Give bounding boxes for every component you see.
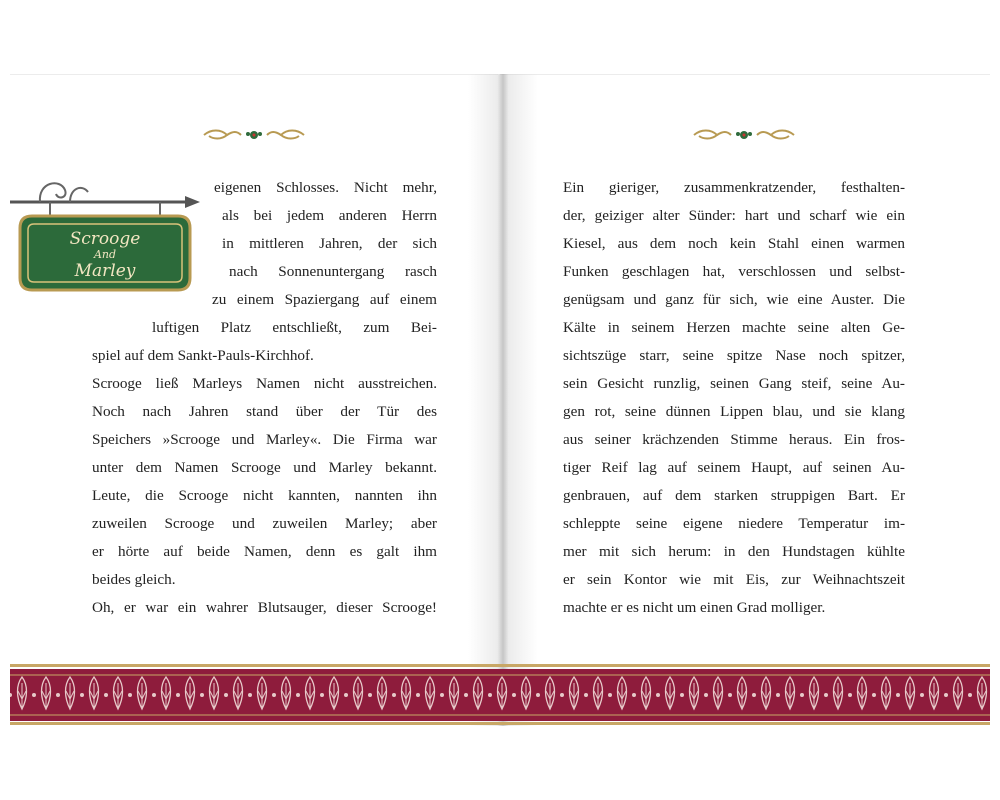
right-line: sichtszüge starr, seine spitze Nase noch spitzer, bbox=[563, 347, 905, 364]
scrooge-marley-sign-icon bbox=[10, 172, 200, 302]
left-line: Leute, die Scrooge nicht kannten, nannten ihn bbox=[92, 487, 437, 504]
sign-line1: Scrooge bbox=[69, 229, 141, 249]
border-gold-top bbox=[10, 664, 990, 667]
left-line: eigenen Schlosses. Nicht mehr, bbox=[214, 179, 437, 196]
border-gold-bottom bbox=[10, 722, 990, 725]
sign-line2: And bbox=[93, 248, 117, 261]
left-line: zu einem Spaziergang auf einem bbox=[212, 291, 437, 308]
right-line: aus seiner krächzenden Stimme heraus. Ein fros- bbox=[563, 431, 905, 448]
right-line: gen rot, seine dünnen Lippen blau, und sie klang bbox=[563, 403, 905, 420]
right-line: mer mit sich herum: in den Hundstagen kühlte bbox=[563, 543, 905, 560]
right-line: Kiesel, aus dem noch kein Stahl einen warmen bbox=[563, 235, 905, 252]
left-line: beides gleich. bbox=[92, 571, 176, 588]
right-line: schleppte seine eigene niedere Temperatur im- bbox=[563, 515, 905, 532]
right-line: Ein gieriger, zusammenkratzender, festhalten- bbox=[563, 179, 905, 196]
right-line: Funken geschlagen hat, verschlossen und selbst- bbox=[563, 263, 905, 280]
left-line: in mittleren Jahren, der sich bbox=[222, 235, 437, 252]
left-line: als bei jedem anderen Herrn bbox=[222, 207, 437, 224]
left-line: Speichers »Scrooge und Marley«. Die Firma war bbox=[92, 431, 437, 448]
right-line: Kälte in seinem Herzen machte seine alten Ge- bbox=[563, 319, 905, 336]
left-line: nach Sonnenuntergang rasch bbox=[229, 263, 437, 280]
left-line: Noch nach Jahren stand über der Tür des bbox=[92, 403, 437, 420]
sign-line3: Marley bbox=[74, 261, 136, 281]
right-line: genügsam und ganz für sich, wie eine Auster. Die bbox=[563, 291, 905, 308]
left-line: unter dem Namen Scrooge und Marley bekannt. bbox=[92, 459, 437, 476]
right-line: sein Gesicht runzlig, seinen Gang steif, seine Au- bbox=[563, 375, 905, 392]
decorative-border bbox=[10, 669, 990, 721]
left-line: er hörte auf beide Namen, denn es galt ihm bbox=[92, 543, 437, 560]
left-line: Scrooge ließ Marleys Namen nicht ausstreichen. bbox=[92, 375, 437, 392]
right-line: tiger Reif lag auf seinem Haupt, auf seinen Au- bbox=[563, 459, 905, 476]
right-line: der, geiziger alter Sünder: hart und scharf wie ein bbox=[563, 207, 905, 224]
left-ornament-icon bbox=[199, 126, 309, 144]
right-ornament-icon bbox=[689, 126, 799, 144]
left-line: luftigen Platz entschließt, zum Bei- bbox=[152, 319, 437, 336]
left-line: zuweilen Scrooge und zuweilen Marley; aber bbox=[92, 515, 437, 532]
left-line: Oh, er war ein wahrer Blutsauger, dieser Scrooge! bbox=[92, 599, 437, 616]
right-line: er sein Kontor wie mit Eis, zur Weihnachtszeit bbox=[563, 571, 905, 588]
book-gutter bbox=[468, 74, 538, 726]
right-line: machte er es nicht um einen Grad molliger. bbox=[563, 599, 826, 616]
palmette-pattern-icon bbox=[10, 669, 990, 721]
right-line: genbrauen, auf dem starken struppigen Bart. Er bbox=[563, 487, 905, 504]
right-page bbox=[500, 74, 990, 727]
left-line: spiel auf dem Sankt-Pauls-Kirchhof. bbox=[92, 347, 314, 364]
